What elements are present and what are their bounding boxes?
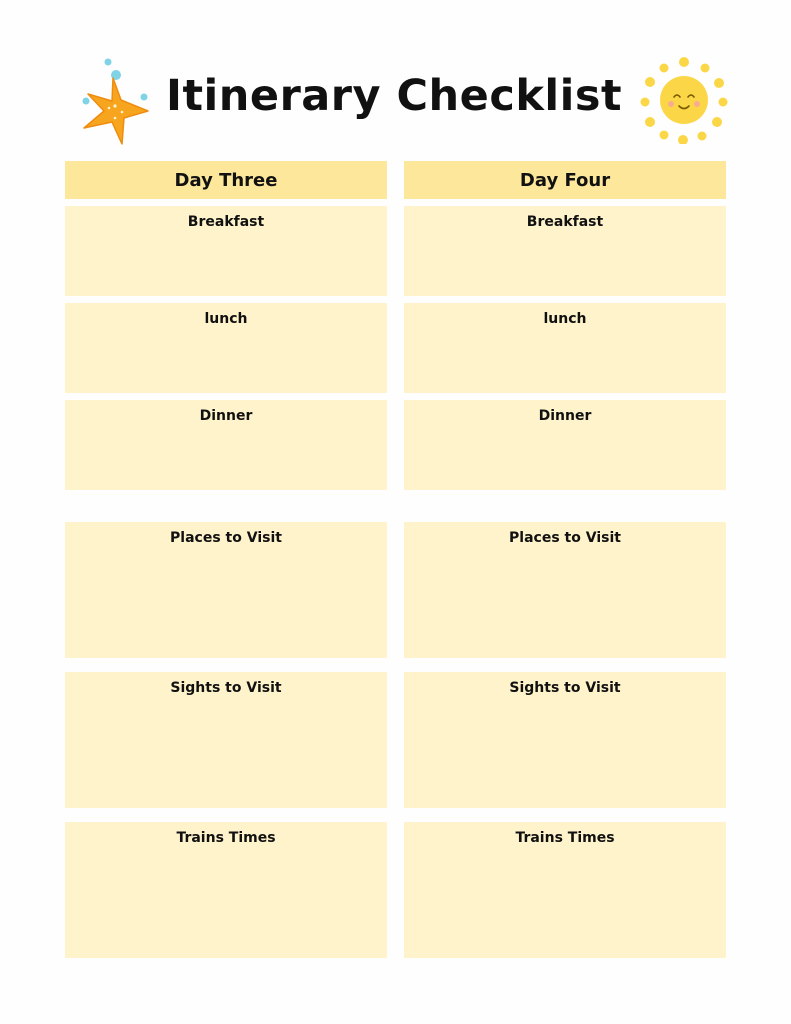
box-label: lunch xyxy=(204,311,248,327)
page-title: Itinerary Checklist xyxy=(166,71,623,121)
sun-icon xyxy=(640,56,728,144)
day-header: Day Four xyxy=(404,161,726,199)
dinner-box[interactable] xyxy=(65,400,387,490)
box-label: Places to Visit xyxy=(170,530,282,546)
breakfast-box[interactable] xyxy=(404,206,726,296)
box-label: Trains Times xyxy=(515,830,615,846)
trains-box[interactable] xyxy=(404,822,726,958)
sights-box[interactable] xyxy=(404,672,726,808)
dinner-box[interactable] xyxy=(404,400,726,490)
sights-box[interactable] xyxy=(65,672,387,808)
box-label: Sights to Visit xyxy=(170,680,282,696)
box-label: Dinner xyxy=(538,408,592,424)
places-box[interactable] xyxy=(65,522,387,658)
day-column-four xyxy=(404,161,726,961)
trains-box[interactable] xyxy=(65,822,387,958)
box-label: Places to Visit xyxy=(509,530,621,546)
box-label: Sights to Visit xyxy=(509,680,621,696)
breakfast-box[interactable] xyxy=(65,206,387,296)
box-label: Dinner xyxy=(199,408,253,424)
box-label: Trains Times xyxy=(176,830,276,846)
box-label: Breakfast xyxy=(526,214,604,230)
starfish-icon xyxy=(78,56,154,148)
lunch-box[interactable] xyxy=(404,303,726,393)
box-label: Breakfast xyxy=(187,214,265,230)
box-label: lunch xyxy=(543,311,587,327)
day-header: Day Three xyxy=(65,161,387,199)
places-box[interactable] xyxy=(404,522,726,658)
day-column-three xyxy=(65,161,387,961)
lunch-box[interactable] xyxy=(65,303,387,393)
